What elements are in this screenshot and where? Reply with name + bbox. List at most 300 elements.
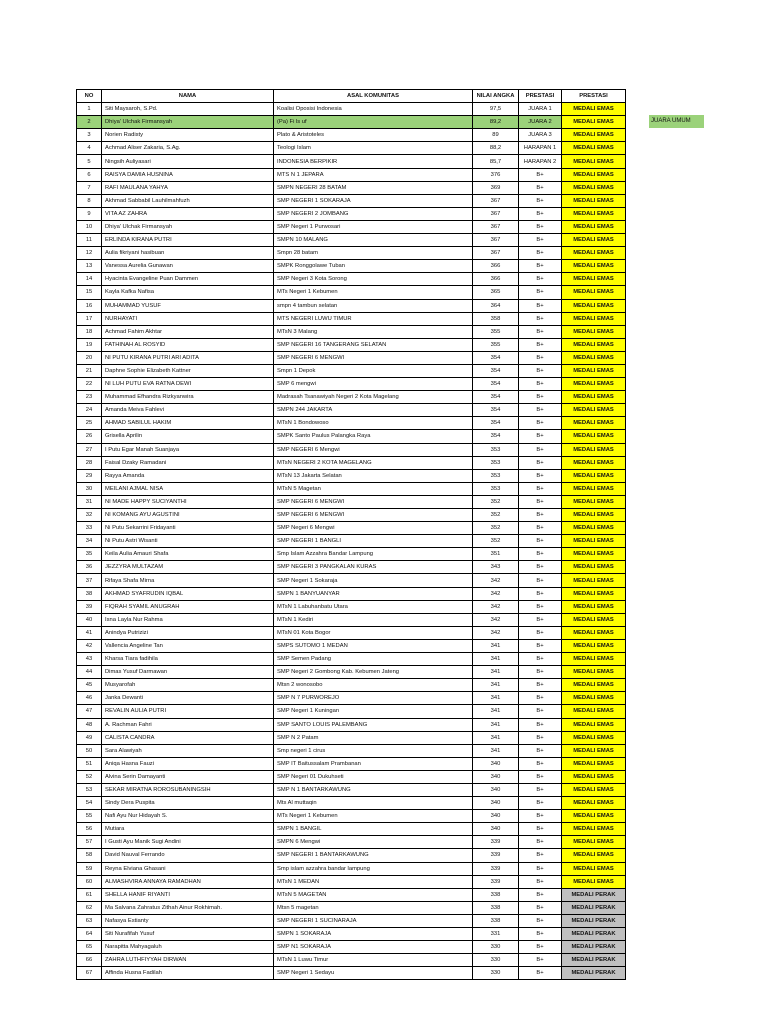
cell-no: 15 [77,286,102,299]
table-row [77,220,626,233]
table-row [77,744,626,757]
cell-nilai: 366 [473,273,519,286]
cell-nilai: 341 [473,653,519,666]
cell-medali: MEDALI EMAS [562,116,626,129]
table-row [77,954,626,967]
cell-no: 55 [77,810,102,823]
table-row [77,770,626,783]
cell-no: 31 [77,495,102,508]
cell-nilai: 353 [473,469,519,482]
cell-nilai: 354 [473,378,519,391]
cell-nilai: 338 [473,914,519,927]
table-row [77,443,626,456]
cell-no: 1 [77,103,102,116]
cell-medali: MEDALI EMAS [562,234,626,247]
cell-medali: MEDALI EMAS [562,391,626,404]
table-row [77,967,626,980]
cell-nama: JEZZYRA MULTAZAM [102,561,274,574]
juara-umum-label: JUARA UMUM [649,115,704,128]
table-row [77,836,626,849]
cell-nama: Narapitta Mahyagaluh [102,941,274,954]
table-row [77,548,626,561]
table-row [77,797,626,810]
cell-no: 18 [77,325,102,338]
cell-nilai: 341 [473,744,519,757]
cell-prestasi: B+ [519,417,562,430]
cell-prestasi: B+ [519,168,562,181]
cell-asal: MTsN 5 Magetan [274,482,473,495]
cell-asal: MTS N 1 JEPARA [274,168,473,181]
cell-asal: SMPN 10 MALANG [274,234,473,247]
cell-nilai: 354 [473,430,519,443]
cell-asal: (Pa) Fi ls uf [274,116,473,129]
cell-asal: MTsN NEGERI 2 KOTA MAGELANG [274,456,473,469]
cell-medali: MEDALI EMAS [562,181,626,194]
cell-nama: I Gusti Ayu Manik Sugi Andini [102,836,274,849]
cell-nama: NI MADE HAPPY SUCIYANTHI [102,495,274,508]
cell-asal: SMPN 244 JAKARTA [274,404,473,417]
cell-nilai: 339 [473,875,519,888]
cell-no: 46 [77,692,102,705]
table-row [77,260,626,273]
table-row [77,810,626,823]
cell-asal: SMPK Ronggolawe Tuban [274,260,473,273]
cell-nama: Amanda Meiva Fahlevi [102,404,274,417]
cell-asal: MTsN 1 Labuhanbatu Utara [274,600,473,613]
cell-nama: Dimas Yusuf Darmawan [102,666,274,679]
cell-nilai: 340 [473,783,519,796]
cell-nilai: 338 [473,888,519,901]
cell-asal: SMP NEGERI 3 PANGKALAN KURAS [274,561,473,574]
header-prestasi-medal: PRESTASI [562,90,626,103]
cell-nama: Kayla Kafka Nafisa [102,286,274,299]
cell-nama: Reyna Elviana Ghasani [102,862,274,875]
cell-nama: Rayya Amanda [102,469,274,482]
cell-medali: MEDALI EMAS [562,653,626,666]
cell-nama: Sara Alawiyah [102,744,274,757]
cell-nilai: 358 [473,312,519,325]
cell-nama: Isna Layla Nur Rahma [102,613,274,626]
cell-asal: MTsN 1 MEDAN [274,875,473,888]
cell-nilai: 341 [473,679,519,692]
cell-prestasi: B+ [519,495,562,508]
cell-nama: Achmad Fahim Akhtar [102,325,274,338]
cell-no: 19 [77,338,102,351]
table-row [77,679,626,692]
cell-nilai: 340 [473,757,519,770]
cell-no: 59 [77,862,102,875]
cell-no: 4 [77,142,102,155]
cell-no: 37 [77,574,102,587]
cell-nama: Dhiya' Ulchak Firmansyah [102,116,274,129]
cell-nilai: 339 [473,862,519,875]
cell-nilai: 341 [473,718,519,731]
cell-nama: Anindya Putrizizi [102,626,274,639]
cell-prestasi: B+ [519,548,562,561]
cell-nilai: 354 [473,391,519,404]
table-row [77,522,626,535]
cell-asal: SMP N 2 Patam [274,731,473,744]
cell-asal: SMPN 1 SOKARAJA [274,928,473,941]
cell-nama: CALISTA CANDRA [102,731,274,744]
cell-nama: NI KOMANG AYU AGUSTINI [102,509,274,522]
cell-nama: Nafi Ayu Nur Hidayah S. [102,810,274,823]
table-row [77,404,626,417]
cell-no: 41 [77,626,102,639]
cell-prestasi: B+ [519,626,562,639]
cell-prestasi: B+ [519,574,562,587]
cell-nama: FATHINAH AL ROSYID [102,338,274,351]
table-row [77,482,626,495]
cell-prestasi: B+ [519,836,562,849]
cell-prestasi: B+ [519,430,562,443]
cell-no: 49 [77,731,102,744]
cell-no: 2 [77,116,102,129]
cell-nilai: 340 [473,823,519,836]
cell-prestasi: B+ [519,823,562,836]
cell-nilai: 342 [473,587,519,600]
cell-nilai: 340 [473,797,519,810]
cell-nilai: 352 [473,495,519,508]
cell-medali: MEDALI EMAS [562,535,626,548]
cell-medali: MEDALI EMAS [562,220,626,233]
cell-asal: SMPK Santo Paulus Palangka Raya [274,430,473,443]
cell-no: 16 [77,299,102,312]
table-row [77,378,626,391]
cell-nilai: 367 [473,247,519,260]
cell-asal: INDONESIA BERPIKIR [274,155,473,168]
cell-no: 50 [77,744,102,757]
header-no: NO [77,90,102,103]
cell-no: 62 [77,901,102,914]
cell-nilai: 340 [473,810,519,823]
cell-medali: MEDALI PERAK [562,901,626,914]
cell-no: 32 [77,509,102,522]
cell-nilai: 342 [473,574,519,587]
cell-nama: Janka Dewanti [102,692,274,705]
cell-medali: MEDALI EMAS [562,744,626,757]
table-row [77,430,626,443]
cell-nilai: 354 [473,351,519,364]
table-row [77,103,626,116]
cell-medali: MEDALI EMAS [562,679,626,692]
cell-prestasi: B+ [519,260,562,273]
cell-prestasi: B+ [519,325,562,338]
cell-prestasi: B+ [519,456,562,469]
cell-nama: NURHAYATI [102,312,274,325]
cell-nama: Vallencia Angeline Tan [102,639,274,652]
cell-nama: Aulia fikriyani hasibuan [102,247,274,260]
cell-nama: NI PUTU KIRANA PUTRI ARI ADITA [102,351,274,364]
cell-nama: Musyarofah [102,679,274,692]
cell-nama: Siti Maysaroh, S.Pd. [102,103,274,116]
cell-asal: Koalisi Oposisi Indonesia [274,103,473,116]
cell-medali: MEDALI EMAS [562,731,626,744]
cell-no: 47 [77,705,102,718]
cell-medali: MEDALI EMAS [562,587,626,600]
cell-asal: SMP NEGERI 6 MENGWI [274,495,473,508]
cell-no: 64 [77,928,102,941]
cell-prestasi: B+ [519,220,562,233]
cell-no: 25 [77,417,102,430]
cell-asal: MTsN 1 Luwu Timur [274,954,473,967]
cell-no: 44 [77,666,102,679]
table-row [77,901,626,914]
cell-nilai: 369 [473,181,519,194]
table-row [77,757,626,770]
cell-prestasi: B+ [519,928,562,941]
table-row [77,273,626,286]
cell-nama: Grisella Aprilin [102,430,274,443]
cell-prestasi: B+ [519,914,562,927]
cell-asal: SMP N1 SOKARAJA [274,941,473,954]
cell-nilai: 340 [473,770,519,783]
cell-asal: SMP Negeri 01 Dukuhseti [274,770,473,783]
cell-medali: MEDALI EMAS [562,247,626,260]
cell-asal: MTs Negeri 1 Kebumen [274,286,473,299]
cell-asal: SMP Negeri 1 Sedayu [274,967,473,980]
cell-prestasi: B+ [519,535,562,548]
cell-prestasi: B+ [519,404,562,417]
cell-medali: MEDALI EMAS [562,338,626,351]
table-row [77,509,626,522]
cell-medali: MEDALI EMAS [562,260,626,273]
cell-medali: MEDALI EMAS [562,404,626,417]
cell-medali: MEDALI EMAS [562,155,626,168]
cell-no: 11 [77,234,102,247]
cell-medali: MEDALI EMAS [562,823,626,836]
cell-no: 67 [77,967,102,980]
table-row [77,129,626,142]
cell-nama: Norien Radisty [102,129,274,142]
cell-prestasi: B+ [519,234,562,247]
table-row [77,600,626,613]
header-asal: ASAL KOMUNITAS [274,90,473,103]
table-row [77,783,626,796]
table-row [77,862,626,875]
cell-nama: Achmad Aliser Zakaria, S.Ag. [102,142,274,155]
cell-prestasi: B+ [519,207,562,220]
cell-no: 51 [77,757,102,770]
cell-asal: SMP Negeri 1 Purwosari [274,220,473,233]
cell-nama: Ningsih Auliyasari [102,155,274,168]
cell-nilai: 339 [473,836,519,849]
cell-asal: Smpn 1 Depok [274,364,473,377]
cell-prestasi: B+ [519,862,562,875]
cell-nilai: 338 [473,901,519,914]
cell-nilai: 89 [473,129,519,142]
cell-nilai: 351 [473,548,519,561]
cell-no: 26 [77,430,102,443]
cell-nama: Sindy Dera Puspita [102,797,274,810]
cell-medali: MEDALI EMAS [562,639,626,652]
cell-nilai: 341 [473,692,519,705]
cell-medali: MEDALI EMAS [562,875,626,888]
table-row [77,469,626,482]
cell-no: 10 [77,220,102,233]
cell-medali: MEDALI EMAS [562,797,626,810]
cell-medali: MEDALI PERAK [562,954,626,967]
cell-nilai: 339 [473,849,519,862]
cell-nama: ERLINDA KIRANA PUTRI [102,234,274,247]
cell-nama: Nafasya Estianty [102,914,274,927]
cell-no: 34 [77,535,102,548]
cell-asal: SMP Negeri 2 Gombong Kab. Kebumen Jateng [274,666,473,679]
cell-nilai: 352 [473,535,519,548]
cell-asal: SMP N 7 PURWOREJO [274,692,473,705]
cell-prestasi: B+ [519,181,562,194]
cell-nilai: 366 [473,260,519,273]
cell-nilai: 353 [473,482,519,495]
table-row [77,561,626,574]
table-row [77,338,626,351]
cell-no: 3 [77,129,102,142]
cell-medali: MEDALI EMAS [562,430,626,443]
cell-no: 66 [77,954,102,967]
cell-nama: Keila Aulia Amauri Shafa [102,548,274,561]
cell-no: 7 [77,181,102,194]
cell-asal: MTsN 1 Bondowoso [274,417,473,430]
cell-prestasi: B+ [519,757,562,770]
cell-nilai: 89,2 [473,116,519,129]
cell-no: 58 [77,849,102,862]
table-row [77,639,626,652]
table-row [77,495,626,508]
cell-medali: MEDALI EMAS [562,469,626,482]
table-row [77,234,626,247]
cell-medali: MEDALI EMAS [562,129,626,142]
cell-nama: Rifaya Shafa Mirna [102,574,274,587]
cell-asal: Smp negeri 1 cirus [274,744,473,757]
cell-no: 13 [77,260,102,273]
cell-nama: Ni Putu Sekarrini Fridayanti [102,522,274,535]
cell-prestasi: B+ [519,391,562,404]
table-row [77,116,626,129]
cell-no: 53 [77,783,102,796]
cell-prestasi: B+ [519,469,562,482]
cell-medali: MEDALI EMAS [562,849,626,862]
cell-nilai: 331 [473,928,519,941]
cell-prestasi: B+ [519,770,562,783]
cell-medali: MEDALI PERAK [562,888,626,901]
cell-medali: MEDALI EMAS [562,194,626,207]
cell-prestasi: B+ [519,639,562,652]
cell-medali: MEDALI EMAS [562,273,626,286]
cell-nilai: 352 [473,509,519,522]
cell-nama: VITA AZ ZAHRA [102,207,274,220]
table-row [77,391,626,404]
cell-nama: I Putu Egar Manah Suanjaya [102,443,274,456]
cell-nilai: 367 [473,220,519,233]
table-row [77,247,626,260]
table-row [77,705,626,718]
cell-nama: Kharsa Tiara fadihila [102,653,274,666]
cell-nama: AHMAD SABILUL HAKIM [102,417,274,430]
cell-asal: MTsN 13 Jakarta Selatan [274,469,473,482]
cell-nilai: 354 [473,404,519,417]
cell-nama: Muhammad Efhandra Rizkyanwira [102,391,274,404]
cell-no: 40 [77,613,102,626]
cell-nilai: 330 [473,941,519,954]
cell-prestasi: B+ [519,273,562,286]
cell-nama: FIQRAH SYAMIL ANUGRAH [102,600,274,613]
table-row [77,718,626,731]
cell-nilai: 341 [473,639,519,652]
cell-medali: MEDALI EMAS [562,482,626,495]
cell-prestasi: JUARA 3 [519,129,562,142]
cell-asal: SMP IT Baitussalam Prambanan [274,757,473,770]
cell-asal: SMP NEGERI 1 BANGLI [274,535,473,548]
cell-nilai: 97,5 [473,103,519,116]
cell-prestasi: B+ [519,378,562,391]
cell-medali: MEDALI EMAS [562,692,626,705]
cell-prestasi: B+ [519,954,562,967]
table-row [77,574,626,587]
table-row [77,692,626,705]
cell-asal: MTS NEGERI LUWU TIMUR [274,312,473,325]
cell-prestasi: B+ [519,941,562,954]
cell-nama: RAISYA DAMIA HUSNINA [102,168,274,181]
cell-medali: MEDALI EMAS [562,783,626,796]
cell-asal: Plato & Aristoteles [274,129,473,142]
cell-prestasi: B+ [519,888,562,901]
cell-asal: SMP NEGERI 6 Mengwi [274,443,473,456]
cell-asal: Madrasah Tsanawiyah Negeri 2 Kota Magelang [274,391,473,404]
cell-no: 61 [77,888,102,901]
cell-medali: MEDALI EMAS [562,312,626,325]
cell-prestasi: B+ [519,600,562,613]
cell-asal: SMP Negeri 6 Mengwi [274,522,473,535]
results-table [76,89,626,980]
cell-prestasi: B+ [519,482,562,495]
cell-asal: Smp Islam Azzahra Bandar Lampung [274,548,473,561]
cell-prestasi: B+ [519,810,562,823]
table-row [77,666,626,679]
cell-asal: SMP Negeri 1 Sokaraja [274,574,473,587]
cell-asal: Teologi Islam [274,142,473,155]
cell-nama: Dhiya' Ulchak Firmansyah [102,220,274,233]
cell-medali: MEDALI EMAS [562,862,626,875]
cell-prestasi: HARAPAN 2 [519,155,562,168]
table-row [77,207,626,220]
cell-nilai: 342 [473,600,519,613]
cell-prestasi: B+ [519,351,562,364]
table-row [77,849,626,862]
cell-nilai: 367 [473,194,519,207]
cell-nama: Akhmad Sabbabil Lauhilmahfuzh [102,194,274,207]
cell-prestasi: B+ [519,443,562,456]
table-row [77,941,626,954]
cell-asal: SMP NEGERI 16 TANGERANG SELATAN [274,338,473,351]
cell-medali: MEDALI PERAK [562,914,626,927]
table-row [77,456,626,469]
cell-no: 60 [77,875,102,888]
cell-asal: SMP N 1 BANTARKAWUNG [274,783,473,796]
cell-no: 24 [77,404,102,417]
cell-medali: MEDALI EMAS [562,718,626,731]
cell-nilai: 355 [473,325,519,338]
cell-no: 12 [77,247,102,260]
cell-prestasi: B+ [519,692,562,705]
cell-nama: REVALIN AULIA PUTRI [102,705,274,718]
cell-medali: MEDALI EMAS [562,509,626,522]
cell-asal: MTsN 5 MAGETAN [274,888,473,901]
cell-no: 6 [77,168,102,181]
cell-prestasi: B+ [519,194,562,207]
cell-nama: Aniqa Hasna Fauzi [102,757,274,770]
cell-medali: MEDALI EMAS [562,574,626,587]
cell-no: 43 [77,653,102,666]
